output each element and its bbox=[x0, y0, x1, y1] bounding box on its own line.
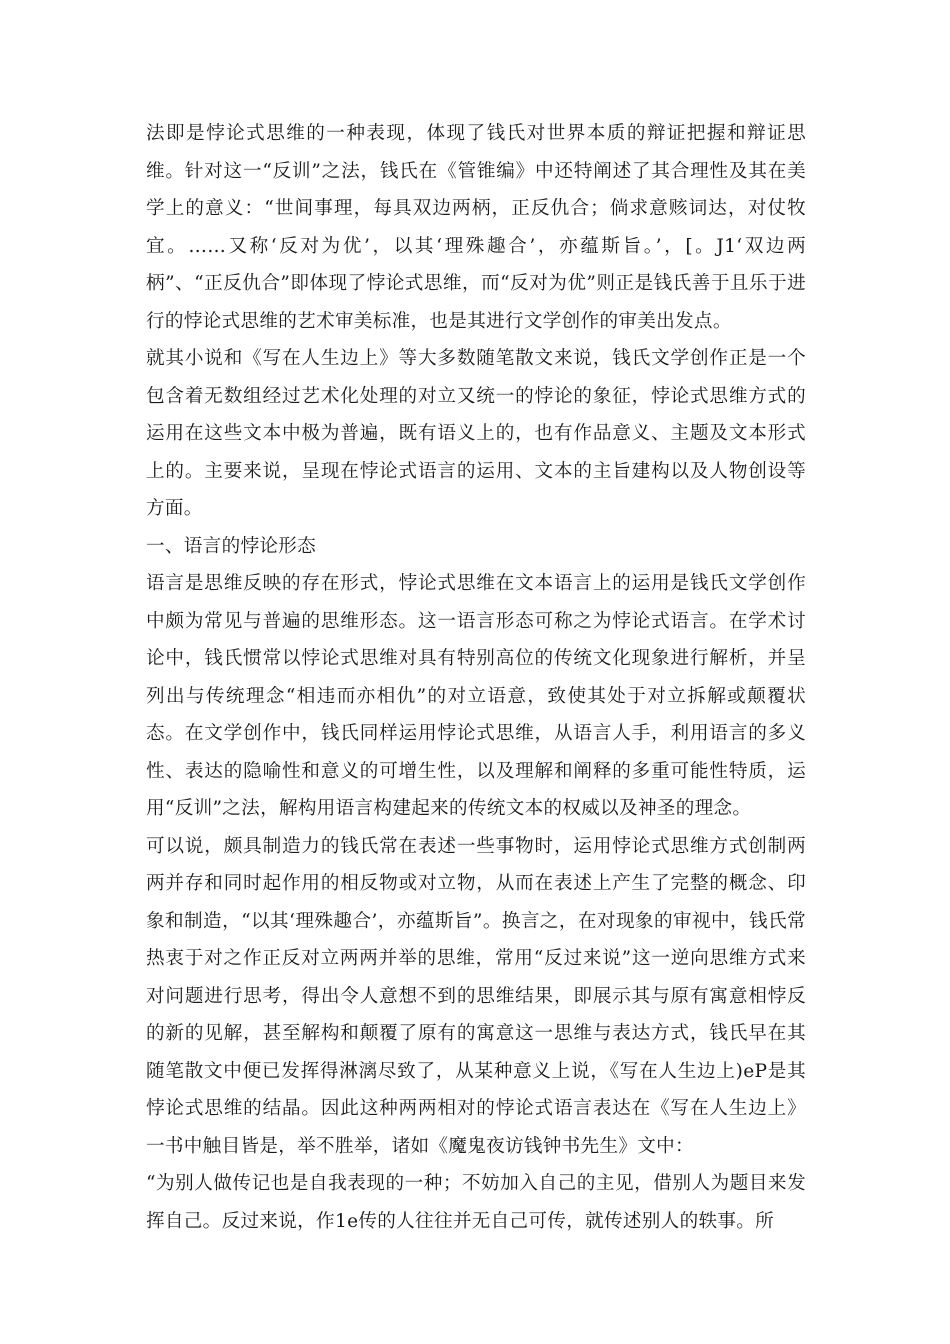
paragraph-4: 可以说，颇具制造力的钱氏常在表述一些事物时，运用悖论式思维方式创制两两并存和同时起作用的相反物或对立物，从而在表述上产生了完整的概念、印象和制造，“以其‘理殊趣合’，亦蕴斯旨”。换言之，在对现象的审视中，钱氏常热衷于对之作正反对立两两并举的思维，常用“反过来说”这一逆向思维方式来对问题进行思考，得出令人意想不到的思维结果，即展示其与原有寓意相悖反的新的见解，甚至解构和颠覆了原有的寓意这一思维与表达方式，钱氏早在其随笔散文中便已发挥得淋漓尽致了，从某种意义上说，《写在人生边上)eP是其悖论式思维的结晶。因此这种两两相对的悖论式语言表达在《写在人生边上》一书中触目皆是，举不胜举，诸如《魔鬼夜访钱钟书先生》文中： bbox=[146, 835, 806, 1157]
paragraph-5: “为别人做传记也是自我表现的一种；不妨加入自己的主见，借别人为题目来发挥自己。反过来说，作1e传的人往往并无自己可传，就传述别人的轶事。所 bbox=[146, 1173, 806, 1232]
document-body bbox=[146, 115, 806, 1240]
paragraph-3: 语言是思维反映的存在形式，悖论式思维在文本语言上的运用是钱氏文学创作中颇为常见与普遍的思维形态。这一语言形态可称之为悖论式语言。在学术讨论中，钱氏惯常以悖论式思维对具有特别高位的传统文化现象进行解析，并呈列出与传统理念“相违而亦相仇”的对立语意，致使其处于对立拆解或颠覆状态。在文学创作中，钱氏同样运用悖论式思维，从语言人手，利用语言的多义性、表达的隐喻性和意义的可增生性，以及理解和阐释的多重可能性特质，运用“反训”之法，解构用语言构建起来的传统文本的权威以及神圣的理念。 bbox=[146, 573, 806, 819]
section-heading: 一、语言的悖论形态 bbox=[146, 535, 317, 557]
paragraph-2: 就其小说和《写在人生边上》等大多数随笔散文来说，钱氏文学创作正是一个包含着无数组经过艺术化处理的对立又统一的悖论的象征，悖论式思维方式的运用在这些文本中极为普遍，既有语义上的，也有作品意义、主题及文本形式上的。主要来说，呈现在悖论式语言的运用、文本的主旨建构以及人物创设等方面。 bbox=[146, 348, 806, 519]
paragraph-1: 法即是悖论式思维的一种表现，体现了钱氏对世界本质的辩证把握和辩证思维。针对这一“反训”之法，钱氏在《管锥编》中还特阐述了其合理性及其在美学上的意义：“世间事理，每具双边两柄，正反仇合；倘求意赅词达，对仗牧宜。……又称‘反对为优’，以其‘理殊趣合’，亦蕴斯旨。’，[。J1‘双边两柄”、“正反仇合”即体现了悖论式思维，而“反对为优”则正是钱氏善于且乐于进行的悖论式思维的艺术审美标准，也是其进行文学创作的审美出发点。 bbox=[146, 123, 806, 332]
